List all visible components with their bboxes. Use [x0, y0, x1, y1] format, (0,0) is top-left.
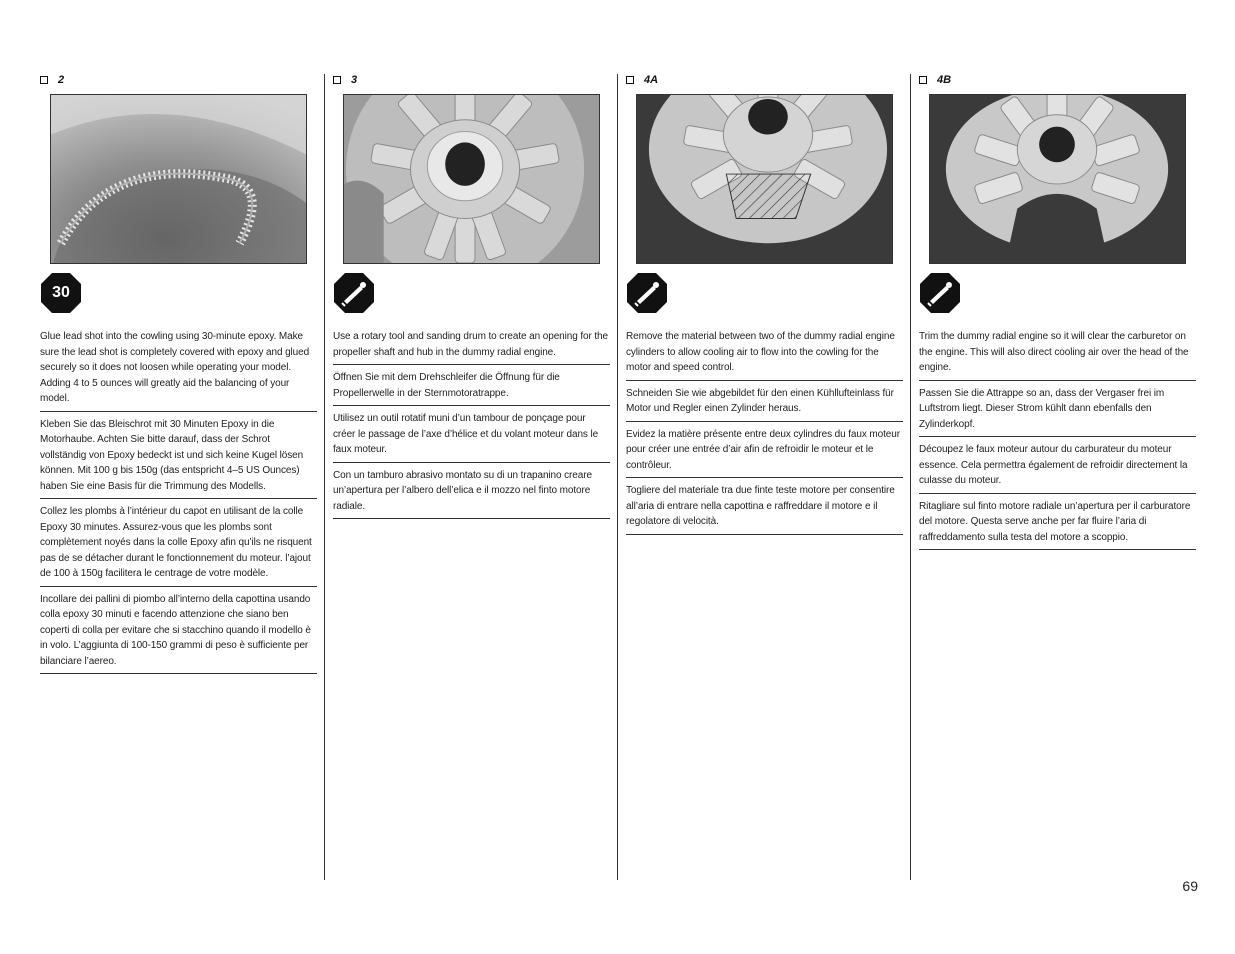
badge-number: 30: [52, 284, 70, 301]
checkbox-icon[interactable]: [626, 76, 634, 84]
step-column-3: [333, 72, 610, 880]
instruction-text-block: [40, 324, 317, 674]
instruction-french: Evidez la matière présente entre deux cylindres du faux moteur pour créer une entrée d’air afin de refroidir le moteur et le contrôleur.: [626, 422, 903, 479]
column-divider: [617, 74, 618, 880]
step-photo-radial-engine-trimmed: [929, 94, 1186, 264]
instruction-french: Collez les plombs à l’intérieur du capot en utilisant de la colle Epoxy 30 minutes. Assurez-vous que les plombs sont complètement noyés dans la colle Epoxy afin qu’ils ne risquent pas de se détacher durant le fonctionnement du moteur. l’ajout de 100 à 150g facilitera le centrage de votre modèle.: [40, 499, 317, 587]
instruction-english: Use a rotary tool and sanding drum to create an opening for the propeller shaft and hub in the dummy radial engine.: [333, 324, 610, 365]
page-number: 69: [1182, 878, 1198, 894]
step-badge: [919, 272, 961, 314]
column-divider: [324, 74, 325, 880]
instruction-text-block: [333, 324, 610, 519]
step-column-4a: [626, 72, 903, 880]
step-label: 4A: [644, 74, 659, 86]
step-header: [919, 72, 1196, 88]
step-photo-radial-engine-hatched: [636, 94, 893, 264]
checkbox-icon[interactable]: [333, 76, 341, 84]
step-label: 3: [351, 74, 358, 86]
step-header: [333, 72, 610, 88]
instruction-english: Remove the material between two of the dummy radial engine cylinders to allow cooling air to flow into the cowling for the motor and speed control.: [626, 324, 903, 381]
instruction-german: Kleben Sie das Bleischrot mit 30 Minuten Epoxy in die Motorhaube. Achten Sie bitte darauf, dass der Schrot vollständig von Epoxy bedeckt ist und sich keine Kugel lösen können. Mit 100 g bis 150g (das entspricht 4–5 US Ounces) haben Sie eine Basis für die Trimmung des Modells.: [40, 412, 317, 500]
step-badge: [40, 272, 82, 314]
step-badge: [333, 272, 375, 314]
radial-engine-illustration: [344, 95, 599, 263]
checkbox-icon[interactable]: [919, 76, 927, 84]
instruction-italian: Con un tamburo abrasivo montato su di un trapanino creare un’apertura per l’albero dell’elica e il mozzo nel finto motore radiale.: [333, 463, 610, 520]
step-column-4b: [919, 72, 1196, 880]
step-photo-lead-shot: [50, 94, 307, 264]
instruction-text-block: [919, 324, 1196, 550]
instruction-english: Glue lead shot into the cowling using 30-minute epoxy. Make sure the lead shot is completely covered with epoxy and glued securely so it does not loosen while operating your model. Adding 4 to 5 ounces will greatly aid the balancing of your model.: [40, 324, 317, 412]
column-divider: [910, 74, 911, 880]
radial-engine-cut-area-illustration: [637, 95, 892, 263]
instruction-french: Utilisez un outil rotatif muni d’un tambour de ponçage pour créer le passage de l’axe d’hélice et du volant moteur dans le faux moteur.: [333, 406, 610, 463]
rotary-tool-icon: [626, 272, 668, 314]
rotary-tool-icon: [333, 272, 375, 314]
instruction-italian: Incollare dei pallini di piombo all’interno della capottina usando colla epoxy 30 minuti e facendo attenzione che siano ben coperti di colla per evitare che si stacchino quando il modello è in volo. L’aggiunta di 100-150 grammi di peso è sufficiente per bilanciare l’aereo.: [40, 587, 317, 675]
checkbox-icon[interactable]: [40, 76, 48, 84]
step-photo-radial-engine: [343, 94, 600, 264]
instruction-french: Découpez le faux moteur autour du carburateur du moteur essence. Cela permettra également de refroidir directement la culasse du moteur.: [919, 437, 1196, 494]
instruction-german: Passen Sie die Attrappe so an, dass der Vergaser frei im Luftstrom liegt. Dieser Strom kühlt dann ebenfalls den Zylinderkopf.: [919, 381, 1196, 438]
instruction-italian: Togliere del materiale tra due finte teste motore per consentire all’aria di entrare nella capottina e raffreddare il motore e il regolatore di velocità.: [626, 478, 903, 535]
step-label: 4B: [937, 74, 952, 86]
instruction-english: Trim the dummy radial engine so it will clear the carburetor on the engine. This will also direct cooling air over the head of the engine.: [919, 324, 1196, 381]
lead-shot-in-cowling-illustration: [51, 95, 306, 263]
radial-engine-trimmed-illustration: [930, 95, 1185, 263]
step-label: 2: [58, 74, 65, 86]
step-header: [40, 72, 317, 88]
instruction-german: Schneiden Sie wie abgebildet für den einen Kühllufteinlass für Motor und Regler einen Zylinder heraus.: [626, 381, 903, 422]
instruction-text-block: [626, 324, 903, 535]
instruction-italian: Ritagliare sul finto motore radiale un’apertura per il carburatore del motore. Questa serve anche per far fluire l’aria di raffreddamento sulla testa del motore a scoppio.: [919, 494, 1196, 551]
instruction-german: Öffnen Sie mit dem Drehschleifer die Öffnung für die Propellerwelle in der Sternmotoratrappe.: [333, 365, 610, 406]
step-header: [626, 72, 903, 88]
step-badge: [626, 272, 668, 314]
rotary-tool-icon: [919, 272, 961, 314]
step-column-2: [40, 72, 317, 880]
